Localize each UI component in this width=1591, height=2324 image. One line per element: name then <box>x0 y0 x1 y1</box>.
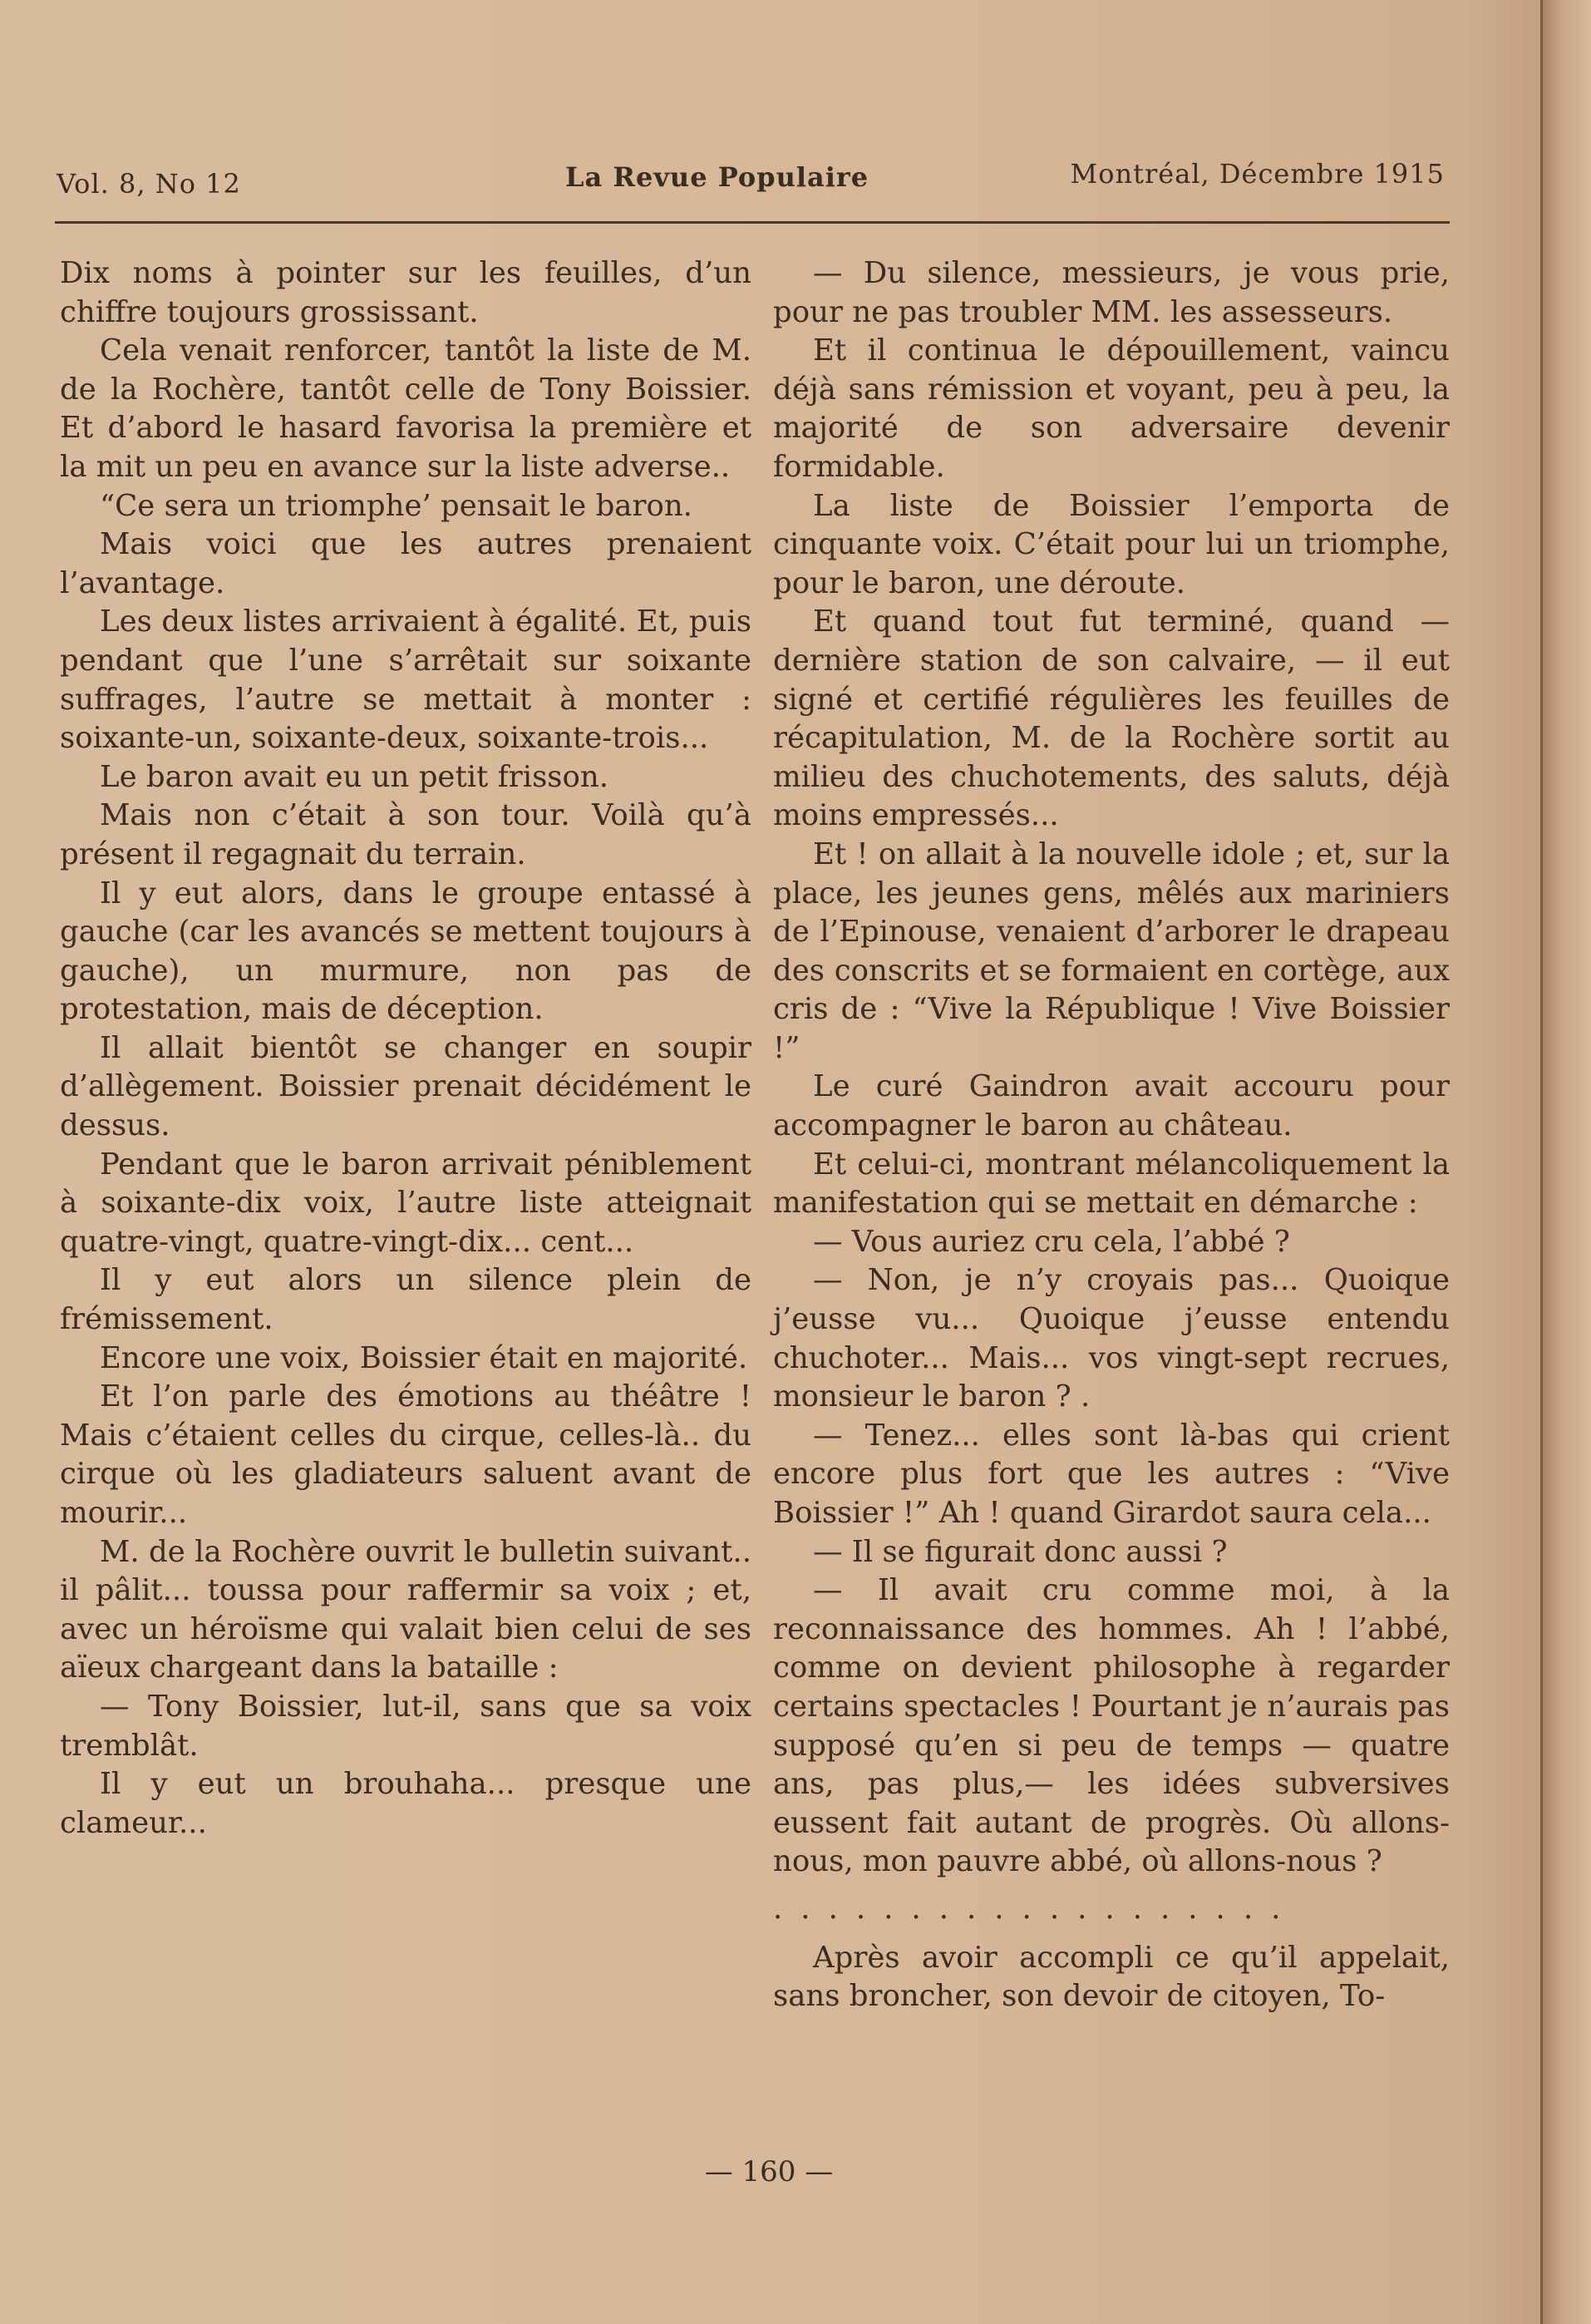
paragraph: Il allait bientôt se changer en soupir d’allègement. Boissier prenait décidément le dessus. <box>60 1030 751 1143</box>
paragraph: — Il avait cru comme moi, à la reconnaissance des hommes. Ah ! l’abbé, comme on devient philosophe à regarder certains spectacles ! Pourtant je n’aurais pas supposé qu’en si peu de temps — quatre ans, pas plus,— les idées subversives eussent fait autant de progrès. Où allons-nous, mon pauvre abbé, où allons-nous ? <box>773 1573 1450 1879</box>
paragraph: Cela venait renforcer, tantôt la liste de M. de la Rochère, tantôt celle de Tony Boissier. Et d’abord le hasard favorisa la première et la mit un peu en avance sur la liste adverse.. <box>60 333 751 484</box>
paragraph: M. de la Rochère ouvrit le bulletin suivant.. il pâlit... toussa pour raffermir sa voix ; et, avec un héroïsme qui valait bien celui de ses aïeux chargeant dans la bataille : <box>60 1534 751 1685</box>
paragraph: La liste de Boissier l’emporta de cinquante voix. C’était pour lui un triomphe, pour le baron, une déroute. <box>773 488 1450 600</box>
page-number: — 160 — <box>704 2155 834 2188</box>
volume-number: Vol. 8, No 12 <box>57 168 241 200</box>
paragraph: — Vous auriez cru cela, l’abbé ? <box>813 1224 1290 1259</box>
paragraph: — Non, je n’y croyais pas... Quoique j’eusse vu... Quoique j’eusse entendu chuchoter... Mais... vos vingt-sept recrues, monsieur le baron ? . <box>773 1263 1450 1414</box>
paragraph: — Tony Boissier, lut-il, sans que sa voix tremblât. <box>60 1689 751 1763</box>
paragraph: Pendant que le baron arrivait péniblement à soixante-dix voix, l’autre liste atteignait quatre-vingt, quatre-vingt-dix... cent... <box>60 1147 751 1259</box>
book-spine-edge <box>1540 0 1591 2324</box>
place-date: Montréal, Décembre 1915 <box>1070 158 1445 190</box>
paragraph: Il y eut alors un silence plein de frémissement. <box>60 1263 751 1337</box>
paragraph: Le curé Gaindron avait accouru pour accompagner le baron au château. <box>773 1069 1450 1143</box>
paragraph: — Tenez... elles sont là-bas qui crient encore plus fort que les autres : “Vive Boissier !” Ah ! quand Girardot saura cela... <box>773 1418 1450 1530</box>
paragraph: Mais voici que les autres prenaient l’avantage. <box>60 527 751 600</box>
paragraph: — Du silence, messieurs, je vous prie, pour ne pas troubler MM. les assesseurs. <box>773 256 1450 329</box>
paragraph: Et ! on allait à la nouvelle idole ; et, sur la place, les jeunes gens, mêlés aux mariniers de l’Epinouse, venaient d’arborer le drapeau des conscrits et se formaient en cortège, aux cris de : “Vive la République ! Vive Boissier !” <box>773 836 1450 1065</box>
ellipsis-separator: ................... <box>773 1891 1299 1926</box>
magazine-title: La Revue Populaire <box>565 161 869 193</box>
paragraph: — Il se figurait donc aussi ? <box>813 1534 1228 1569</box>
paragraph: Encore une voix, Boissier était en majorité. <box>100 1340 748 1375</box>
paragraph: Et quand tout fut terminé, quand — dernière station de son calvaire, — il eut signé et certifié régulières les feuilles de récapitulation, M. de la Rochère sortit au milieu des chuchotements, des saluts, déjà moins empressés... <box>773 604 1450 833</box>
running-header <box>57 158 1445 208</box>
paragraph: Et il continua le dépouillement, vaincu déjà sans rémission et voyant, peu à peu, la majorité de son adversaire devenir formidable. <box>773 333 1450 484</box>
header-rule <box>55 221 1450 224</box>
paragraph: Il y eut alors, dans le groupe entassé à gauche (car les avancés se mettent toujours à gauche), un murmure, non pas de protestation, mais de déception. <box>60 876 751 1027</box>
paragraph: Les deux listes arrivaient à égalité. Et, puis pendant que l’une s’arrêtait sur soixante suffrages, l’autre se mettait à monter : soixante-un, soixante-deux, soixante-trois... <box>60 604 751 756</box>
paragraph: Et celui-ci, montrant mélancoliquement la manifestation qui se mettait en démarche : <box>773 1147 1450 1221</box>
paragraph: Mais non c’était à son tour. Voilà qu’à présent il regagnait du terrain. <box>60 798 751 871</box>
paragraph: “Ce sera un triomphe’ pensait le baron. <box>100 488 692 523</box>
paragraph: Il y eut un brouhaha... presque une clameur... <box>60 1767 751 1840</box>
paragraph: Et l’on parle des émotions au théâtre ! Mais c’étaient celles du cirque, celles-là.. du cirque où les gladiateurs saluent avant de mourir... <box>60 1379 751 1530</box>
paragraph: Dix noms à pointer sur les feuilles, d’un chiffre toujours grossissant. <box>60 256 751 329</box>
left-column <box>60 254 751 1843</box>
paragraph: Le baron avait eu un petit frisson. <box>100 759 609 794</box>
right-column <box>773 254 1450 2016</box>
closing-paragraph: Après avoir accompli ce qu’il appelait, sans broncher, son devoir de citoyen, To- <box>773 1940 1450 2014</box>
